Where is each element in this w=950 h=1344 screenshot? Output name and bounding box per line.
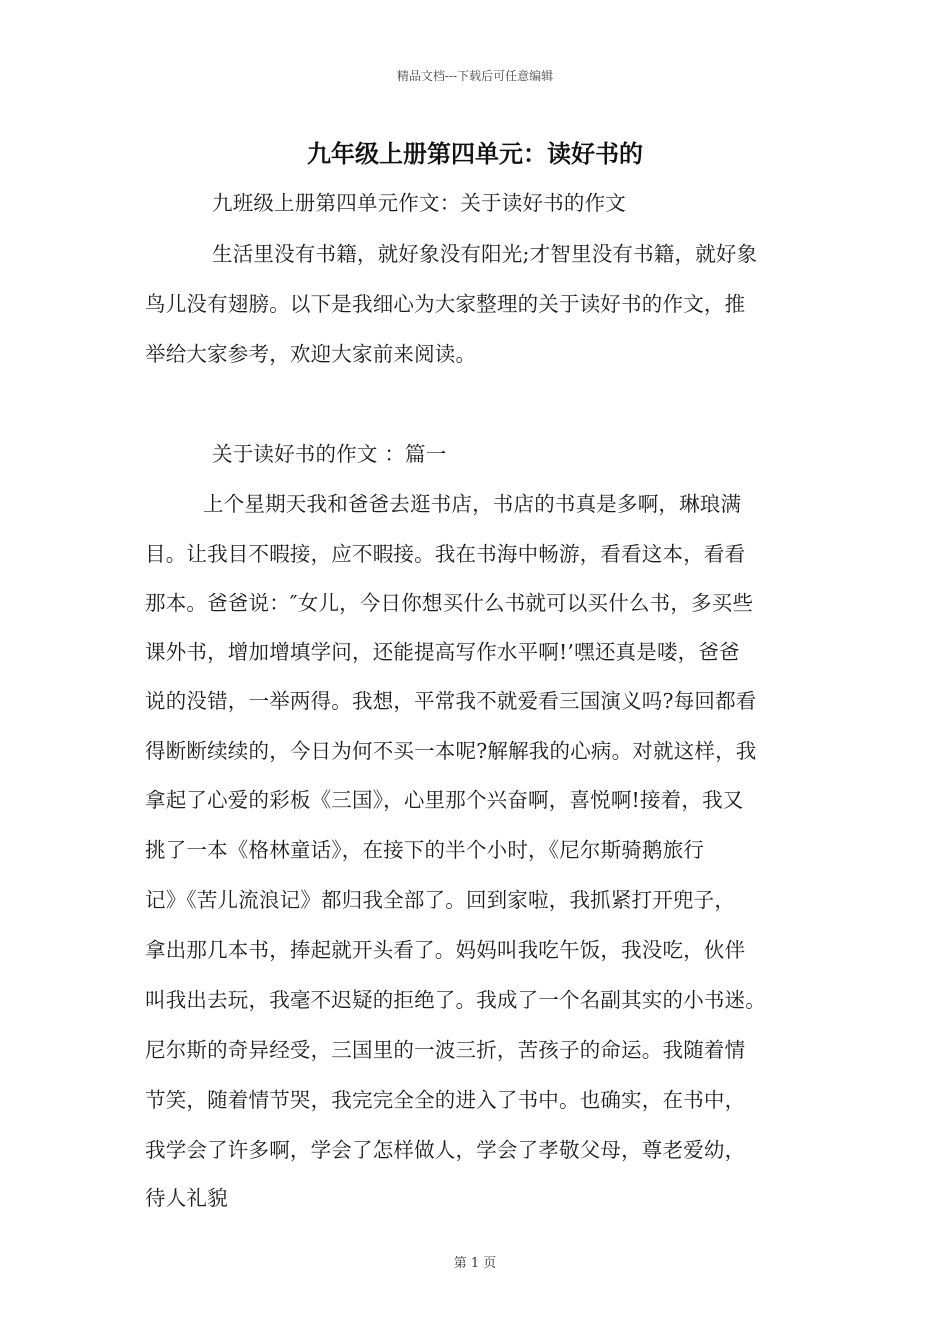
body-line: 目。让我目不暇接，应不暇接。我在书海中畅游，看看这本，看看 xyxy=(145,542,746,566)
body-line: 记》《苦儿流浪记》都归我全部了。回到家啦，我抓紧打开兜子， xyxy=(145,888,736,912)
body-line: 得断断续续的，今日为何不买一本呢?解解我的心病。对就这样，我 xyxy=(145,739,757,763)
body-line: 我学会了许多啊，学会了怎样做人，学会了孝敬父母，尊老爱幼， xyxy=(145,1138,746,1162)
body-line: 拿出那几本书，捧起就开头看了。妈妈叫我吃午饭，我没吃，伙伴 xyxy=(145,938,746,962)
body-line: 课外书，增加增填学问，还能提高写作水平啊!’嘿还真是喽，爸爸 xyxy=(145,640,740,664)
document-subtitle: 九班级上册第四单元作文：关于读好书的作文 xyxy=(212,191,626,215)
intro-line: 举给大家参考，欢迎大家前来阅读。 xyxy=(145,342,477,366)
body-line: 尼尔斯的奇异经受，三国里的一波三折，苦孩子的命运。我随着情 xyxy=(145,1038,746,1062)
body-line: 拿起了心爱的彩板《三国》，心里那个兴奋啊，喜悦啊!接着，我又 xyxy=(145,788,744,812)
page-header: 精品文档---下载后可任意编辑 xyxy=(396,69,554,83)
document-title: 九年级上册第四单元：读好书的 xyxy=(307,139,643,168)
body-line: 挑了一本《格林童话》，在接下的半个小时，《尼尔斯骑鹅旅行 xyxy=(145,838,705,862)
body-line: 节笑，随着情节哭，我完完全全的进入了书中。也确实，在书中， xyxy=(145,1088,746,1112)
body-line: 那本。爸爸说：″女儿，今日你想买什么书就可以买什么书，多买些 xyxy=(145,591,754,615)
body-line: 上个星期天我和爸爸去逛书店，书店的书真是多啊，琳琅满 xyxy=(203,492,742,516)
body-line: 待人礼貌 xyxy=(145,1186,228,1210)
page-footer: 第 1 页 xyxy=(453,1256,497,1271)
body-line: 叫我出去玩，我毫不迟疑的拒绝了。我成了一个名副其实的小书迷。 xyxy=(145,988,766,1012)
intro-line: 生活里没有书籍，就好象没有阳光;才智里没有书籍，就好象 xyxy=(212,242,758,266)
intro-line: 鸟儿没有翅膀。以下是我细心为大家整理的关于读好书的作文，推 xyxy=(145,292,746,316)
body-line: 说的没错，一举两得。我想，平常我不就爱看三国演义吗?每回都看 xyxy=(145,689,757,713)
section-heading: 关于读好书的作文 ：篇一 xyxy=(212,442,447,466)
